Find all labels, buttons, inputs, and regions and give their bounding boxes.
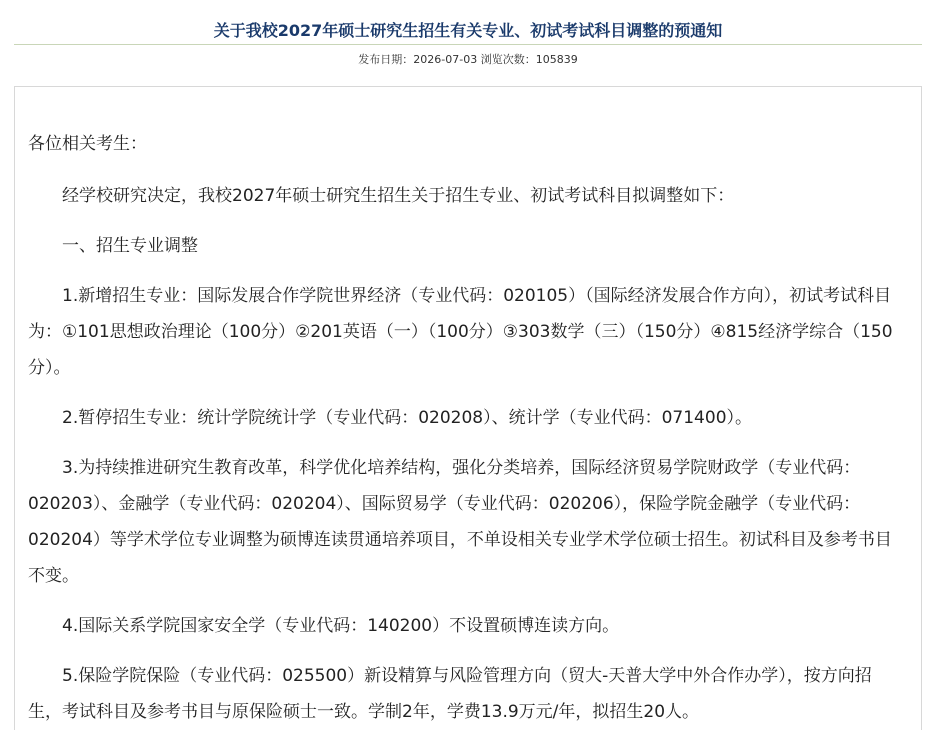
list-item: 4.国际关系学院国家安全学（专业代码：140200）不设置硕博连读方向。	[62, 616, 620, 636]
list-item: 5.保险学院保险（专业代码：025500）新设精算与风险管理方向（贸大-天普大学中外合作办学），按方向招生，考试科目及参考书目与原保险硕士一致。学制2年，学费13.9万元/年，拟招生20人。	[28, 666, 872, 722]
section-title: 一、招生专业调整	[62, 236, 198, 256]
article-meta	[0, 53, 936, 67]
title-divider	[14, 44, 922, 45]
greeting: 各位相关考生：	[28, 134, 147, 154]
article-title: 关于我校2027年硕士研究生招生有关专业、初试考试科目调整的预通知	[213, 21, 723, 40]
views-label: 浏览次数：	[480, 53, 536, 66]
list-item: 2.暂停招生专业：统计学院统计学（专业代码：020208）、统计学（专业代码：071400）。	[62, 408, 753, 428]
list-item: 1.新增招生专业：国际发展合作学院世界经济（专业代码：020105）（国际经济发展合作方向），初试考试科目为：①101思想政治理论（100分）②201英语（一）（100分）③303数学（三）（150分）④815经济学综合（150分）。	[28, 286, 893, 378]
article-header	[0, 0, 936, 80]
article-body	[28, 126, 900, 730]
intro-paragraph: 经学校研究决定，我校2027年硕士研究生招生关于招生专业、初试考试科目拟调整如下：	[62, 186, 735, 206]
views-count: 105839	[535, 53, 578, 66]
publish-date-label: 发布日期：	[358, 53, 414, 66]
list-item: 3.为持续推进研究生教育改革，科学优化培养结构，强化分类培养，国际经济贸易学院财政学（专业代码：020203）、金融学（专业代码：020204）、国际贸易学（专业代码：020206），保险学院金融学（专业代码：020204）等学术学位专业调整为硕博连读贯通培养项目，不单设相关专业学术学位硕士招生。初试科目及参考书目不变。	[28, 458, 892, 586]
publish-date: 2026-07-03	[413, 53, 478, 66]
